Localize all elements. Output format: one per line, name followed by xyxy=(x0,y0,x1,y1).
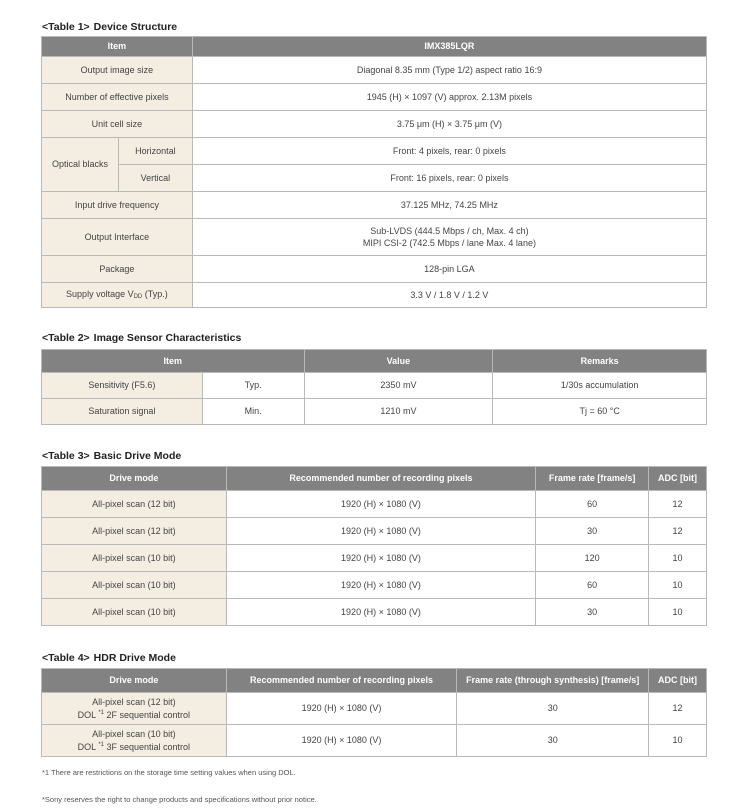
row-label: All-pixel scan (10 bit) xyxy=(42,572,227,599)
table2-title: Image Sensor Characteristics xyxy=(93,332,242,344)
table3-label: <Table 3> xyxy=(42,450,90,462)
table2-label: <Table 2> xyxy=(42,332,90,344)
header-recording-pixels: Recommended number of recording pixels xyxy=(226,669,457,693)
row-remarks: 1/30s accumulation xyxy=(493,373,707,399)
table-row xyxy=(42,545,707,572)
table1-caption xyxy=(42,21,177,33)
mode-text: DOL xyxy=(77,709,99,720)
table-row xyxy=(42,491,707,518)
row-label xyxy=(42,725,227,757)
row-value: 2350 mV xyxy=(304,373,493,399)
table-row xyxy=(42,219,707,256)
row-label: Sensitivity (F5.6) xyxy=(42,373,203,399)
table3-title: Basic Drive Mode xyxy=(93,450,182,462)
table-row xyxy=(42,283,707,308)
row-label: Output image size xyxy=(42,57,193,84)
table4-label: <Table 4> xyxy=(42,652,90,664)
row-pixels: 1920 (H) × 1080 (V) xyxy=(226,599,536,626)
header-adc: ADC [bit] xyxy=(649,669,707,693)
table3-caption xyxy=(42,450,181,462)
row-value: 37.125 MHz, 74.25 MHz xyxy=(192,192,706,219)
header-value: Value xyxy=(304,350,493,373)
row-condition: Typ. xyxy=(202,373,304,399)
table2-caption xyxy=(42,332,241,344)
row-label: Package xyxy=(42,256,193,283)
row-adc: 12 xyxy=(649,491,707,518)
table-row xyxy=(42,693,707,725)
device-structure-table xyxy=(41,36,707,308)
label-text: (Typ.) xyxy=(142,289,168,300)
table4-title: HDR Drive Mode xyxy=(93,652,176,664)
header-drive-mode: Drive mode xyxy=(42,467,227,491)
header-adc: ADC [bit] xyxy=(649,467,707,491)
row-label: Number of effective pixels xyxy=(42,84,193,111)
row-frame-rate: 30 xyxy=(457,725,649,757)
row-pixels: 1920 (H) × 1080 (V) xyxy=(226,572,536,599)
table-row xyxy=(42,165,707,192)
row-label: Saturation signal xyxy=(42,399,203,425)
header-item: Item xyxy=(42,37,193,57)
table-row xyxy=(42,518,707,545)
table-row xyxy=(42,373,707,399)
footnote-marker: *1 xyxy=(98,709,104,716)
row-value: 128-pin LGA xyxy=(192,256,706,283)
table-row xyxy=(42,57,707,84)
header-frame-rate: Frame rate [frame/s] xyxy=(536,467,649,491)
image-sensor-characteristics-table xyxy=(41,349,707,425)
mode-line: All-pixel scan (12 bit) xyxy=(92,697,176,708)
mode-text: DOL xyxy=(77,741,99,752)
row-condition: Min. xyxy=(202,399,304,425)
header-frame-rate: Frame rate (through synthesis) [frame/s] xyxy=(457,669,649,693)
row-label: Unit cell size xyxy=(42,111,193,138)
mode-line xyxy=(42,709,226,721)
table-row xyxy=(42,138,707,165)
row-sublabel: Horizontal xyxy=(118,138,192,165)
row-pixels: 1920 (H) × 1080 (V) xyxy=(226,518,536,545)
row-value: 3.3 V / 1.8 V / 1.2 V xyxy=(192,283,706,308)
footnote-dol: *1 There are restrictions on the storage time setting values when using DOL. xyxy=(42,768,296,777)
table-row xyxy=(42,256,707,283)
label-text: Supply voltage V xyxy=(66,289,134,300)
row-label: Input drive frequency xyxy=(42,192,193,219)
table-header-row xyxy=(42,669,707,693)
label-subscript: DD xyxy=(133,294,143,301)
value-line: Sub-LVDS (444.5 Mbps / ch, Max. 4 ch) xyxy=(370,225,529,236)
table-row xyxy=(42,725,707,757)
table-header-row xyxy=(42,37,707,57)
row-value: Diagonal 8.35 mm (Type 1/2) aspect ratio 16:9 xyxy=(192,57,706,84)
row-frame-rate: 120 xyxy=(536,545,649,572)
table1-label: <Table 1> xyxy=(42,21,90,33)
mode-text: 2F sequential control xyxy=(103,709,191,720)
row-label: All-pixel scan (10 bit) xyxy=(42,599,227,626)
row-pixels: 1920 (H) × 1080 (V) xyxy=(226,545,536,572)
row-value xyxy=(192,219,706,256)
row-label: All-pixel scan (10 bit) xyxy=(42,545,227,572)
mode-line: All-pixel scan (10 bit) xyxy=(92,729,176,740)
header-model: IMX385LQR xyxy=(192,37,706,57)
row-remarks: Tj = 60 °C xyxy=(493,399,707,425)
table-row xyxy=(42,572,707,599)
mode-text: 3F sequential control xyxy=(103,741,191,752)
table-row xyxy=(42,111,707,138)
row-adc: 10 xyxy=(649,599,707,626)
row-frame-rate: 60 xyxy=(536,491,649,518)
header-drive-mode: Drive mode xyxy=(42,669,227,693)
value-line: MIPI CSI-2 (742.5 Mbps / lane Max. 4 lane) xyxy=(362,238,536,248)
row-label: Output Interface xyxy=(42,219,193,256)
mode-line xyxy=(42,741,226,753)
row-pixels: 1920 (H) × 1080 (V) xyxy=(226,693,457,725)
row-adc: 12 xyxy=(649,693,707,725)
row-adc: 10 xyxy=(649,725,707,757)
table-header-row xyxy=(42,467,707,491)
row-pixels: 1920 (H) × 1080 (V) xyxy=(226,491,536,518)
row-value: Front: 16 pixels, rear: 0 pixels xyxy=(192,165,706,192)
row-frame-rate: 60 xyxy=(536,572,649,599)
table1-title: Device Structure xyxy=(93,21,178,33)
row-frame-rate: 30 xyxy=(536,599,649,626)
row-label xyxy=(42,693,227,725)
table4-caption xyxy=(42,652,176,664)
footnote-disclaimer: *Sony reserves the right to change products and specifications without prior notice. xyxy=(42,795,317,804)
row-adc: 12 xyxy=(649,518,707,545)
header-recording-pixels: Recommended number of recording pixels xyxy=(226,467,536,491)
table-row xyxy=(42,84,707,111)
row-label xyxy=(42,283,193,308)
row-frame-rate: 30 xyxy=(536,518,649,545)
table-row xyxy=(42,599,707,626)
row-value: 1945 (H) × 1097 (V) approx. 2.13M pixels xyxy=(192,84,706,111)
row-sublabel: Vertical xyxy=(118,165,192,192)
row-value: 3.75 μm (H) × 3.75 μm (V) xyxy=(192,111,706,138)
row-value: Front: 4 pixels, rear: 0 pixels xyxy=(192,138,706,165)
footnote-marker: *1 xyxy=(98,741,104,748)
table-row xyxy=(42,192,707,219)
basic-drive-mode-table xyxy=(41,466,707,626)
row-label: Optical blacks xyxy=(42,138,119,192)
table-row xyxy=(42,399,707,425)
row-label: All-pixel scan (12 bit) xyxy=(42,491,227,518)
header-item: Item xyxy=(42,350,305,373)
row-pixels: 1920 (H) × 1080 (V) xyxy=(226,725,457,757)
row-adc: 10 xyxy=(649,572,707,599)
row-adc: 10 xyxy=(649,545,707,572)
row-value: 1210 mV xyxy=(304,399,493,425)
row-label: All-pixel scan (12 bit) xyxy=(42,518,227,545)
table-header-row xyxy=(42,350,707,373)
row-frame-rate: 30 xyxy=(457,693,649,725)
hdr-drive-mode-table xyxy=(41,668,707,757)
header-remarks: Remarks xyxy=(493,350,707,373)
